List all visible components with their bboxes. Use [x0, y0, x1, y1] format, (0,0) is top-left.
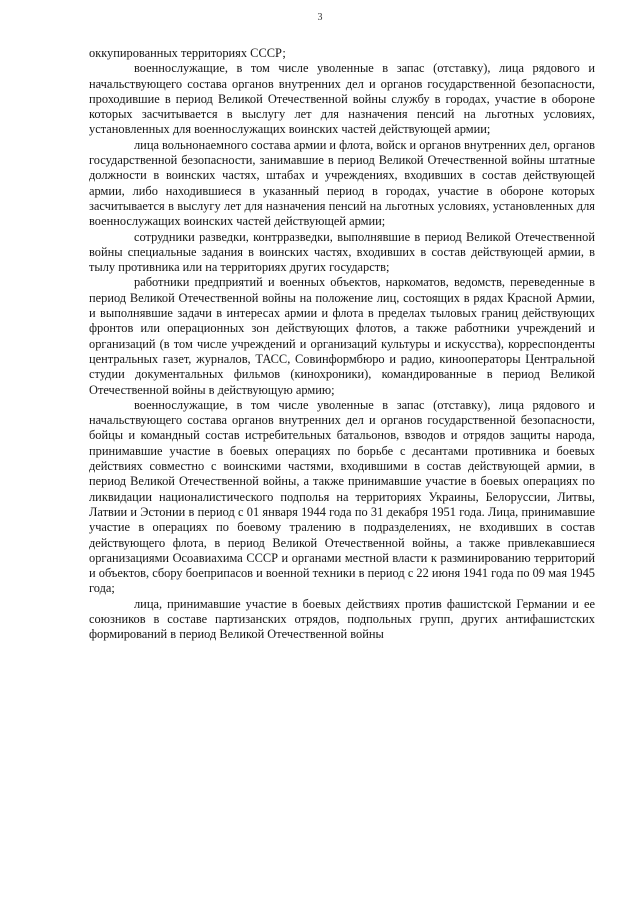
paragraph-partisans: лица, принимавшие участие в боевых действиях против фашистской Германии и ее союзников в составе партизанских отрядов, подпольных групп, других антифашистских формирований в период Великой Отечественной войны [89, 596, 595, 642]
document-body [89, 46, 595, 643]
paragraph-servicemen-defense-cities: военнослужащие, в том числе уволенные в запас (отставку), лица рядового и начальствующего состава органов внутренних дел и органов государственной безопасности, проходившие в период Великой Отечественной войны службу в городах, участие в обороне которых засчитывается в выслугу лет для назначения пенсий на льготных условиях, установленных для военнослужащих воинских частей действующей армии; [89, 61, 595, 137]
paragraph-occupied-territories: оккупированных территориях СССР; [89, 46, 286, 60]
paragraph-servicemen-combat-operations: военнослужащие, в том числе уволенные в запас (отставку), лица рядового и начальствующего состава органов внутренних дел и органов государственной безопасности, бойцы и командный состав истребительных батальонов, взводов и отрядов защиты народа, принимавшие участие в боевых операциях по борьбе с десантами противника и боевых действиях совместно с воинскими частями, входившими в состав действующей армии, в период Великой Отечественной войны, а также принимавшие участие в боевых операциях по ликвидации националистического подполья на территориях Украины, Белоруссии, Литвы, Латвии и Эстонии в период с 01 января 1944 года по 31 декабря 1951 года. Лица, принимавшие участие в операциях по боевому тралению в подразделениях, не входивших в состав действующего флота, в период Великой Отечественной войны, а также привлекавшиеся организациями Осоавиахима СССР и органами местной власти к разминированию территорий и объектов, сбору боеприпасов и военной техники в период с 22 июня 1941 года по 09 мая 1945 года; [89, 397, 595, 596]
paragraph-civilian-staff: лица вольнонаемного состава армии и флота, войск и органов внутренних дел, органов государственной безопасности, занимавшие в период Великой Отечественной войны штатные должности в воинских частях, штабах и учреждениях, входивших в состав действующей армии, либо находившиеся в указанный период в городах, участие в обороне которых засчитывается в выслугу лет для назначения пенсий на льготных условиях, установленных для военнослужащих воинских частей действующей армии; [89, 137, 595, 229]
page-number: 3 [317, 12, 323, 23]
paragraph-enterprise-workers: работники предприятий и военных объектов, наркоматов, ведомств, переведенные в период Великой Отечественной войны на положение лиц, состоящих в рядах Красной Армии, и выполнявшие задачи в интересах армии и флота в пределах тыловых границ действующих фронтов или операционных зон действующих флотов, а также работники учреждений и организаций (в том числе учреждений и организаций культуры и искусства), корреспонденты центральных газет, журналов, ТАСС, Совинформбюро и радио, кинооператоры Центральной студии документальных фильмов (кинохроники), командированные в период Великой Отечественной войны в действующую армию; [89, 275, 595, 397]
paragraph-intelligence-officers: сотрудники разведки, контрразведки, выполнявшие в период Великой Отечественной войны специальные задания в воинских частях, входивших в состав действующей армии, в тылу противника или на территориях других государств; [89, 229, 595, 275]
